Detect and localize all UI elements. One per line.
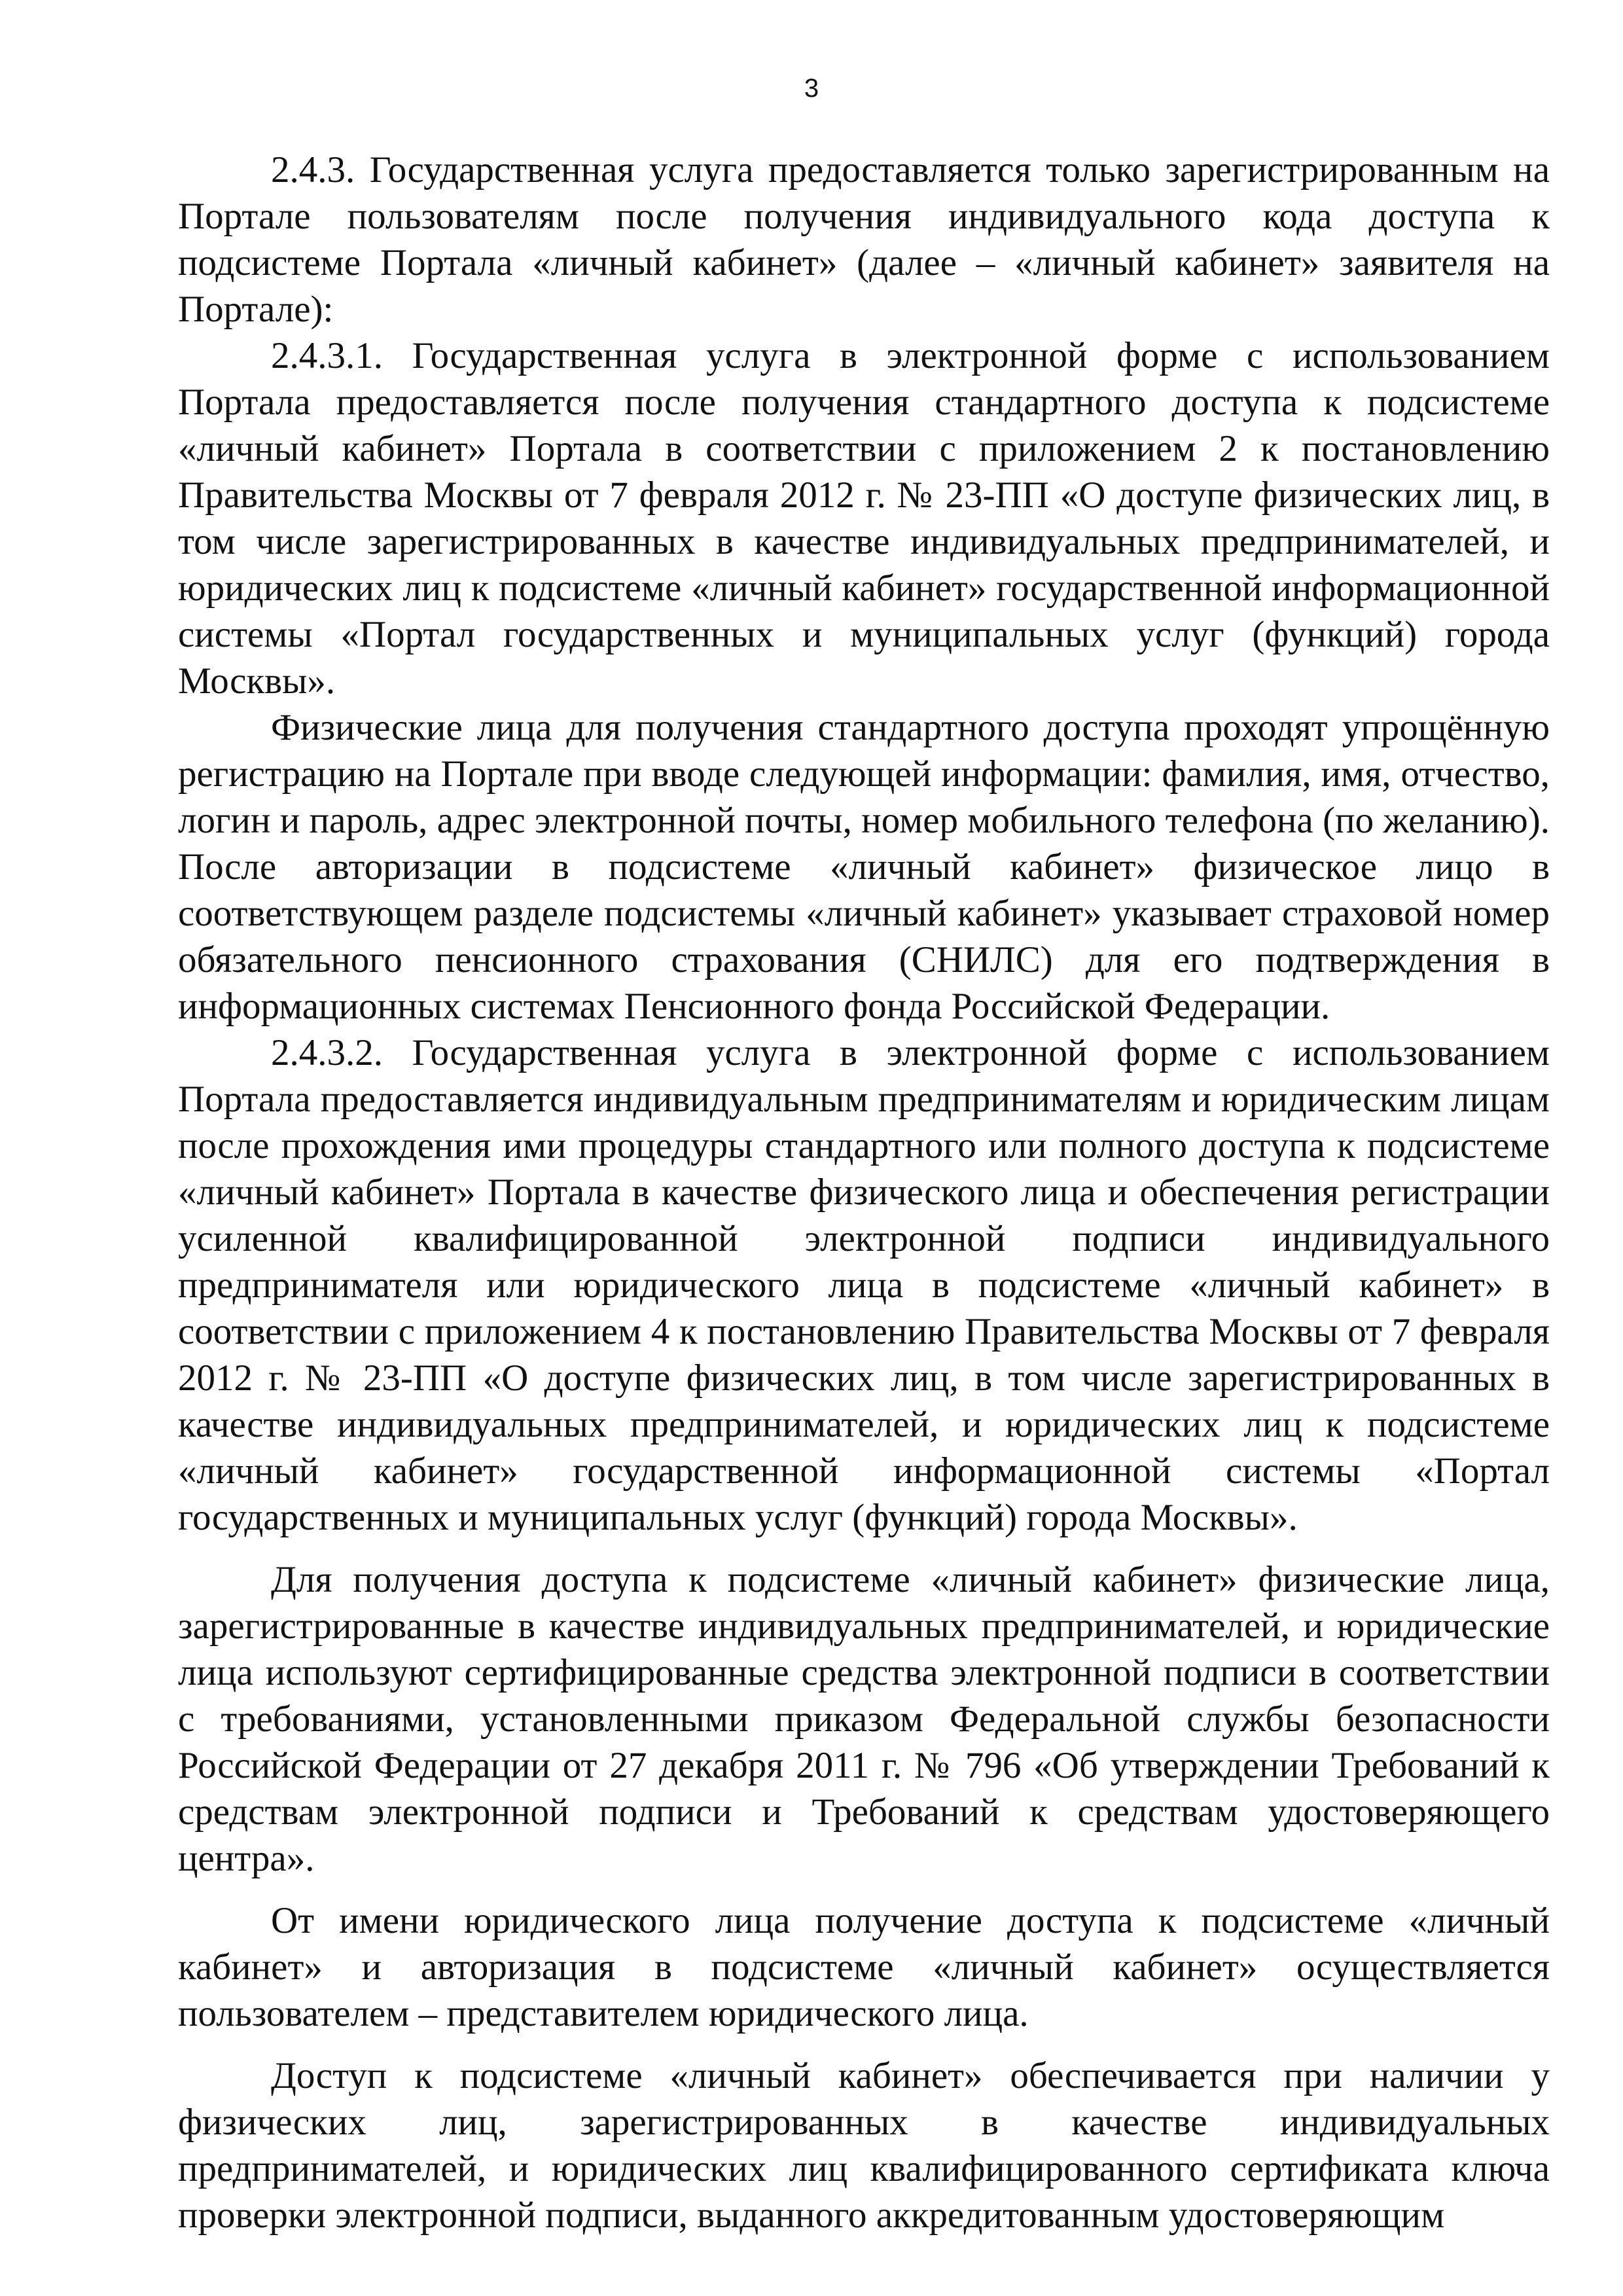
paragraph-certificate-access: Доступ к подсистеме «личный кабинет» обеспечивается при наличии у физических лиц, зарегистрированных в качестве индивидуальных предпринимателей, и юридических лиц квалифицированного сертификата ключа проверки электронной подписи, выданного аккредитованным удостоверяющим [178,2055,1550,2236]
paragraph-legal-entity-access: От имени юридического лица получение доступа к подсистеме «личный кабинет» и авторизация в подсистеме «личный кабинет» осуществляется пользователем – представителем юридического лица. [178,1900,1550,2034]
paragraph-signature-requirements: Для получения доступа к подсистеме «личный кабинет» физические лица, зарегистрированные в качестве индивидуальных предпринимателей, и юридические лица используют сертифицированные средства электронной подписи в соответствии с требованиями, установленными приказом Федеральной службы безопасности Российской Федерации от 27 декабря 2011 г. № 796 «Об утверждении Требований к средствам электронной подписи и Требований к средствам удостоверяющего центра». [178,1559,1550,1879]
paragraph-individual-registration: Физические лица для получения стандартного доступа проходят упрощённую регистрацию на Портале при вводе следующей информации: фамилия, имя, отчество, логин и пароль, адрес электронной почты, номер мобильного телефона (по желанию). После авторизации в подсистеме «личный кабинет» физическое лицо в соответствующем разделе подсистемы «личный кабинет» указывает страховой номер обязательного пенсионного страхования (СНИЛС) для его подтверждения в информационных системах Пенсионного фонда Российской Федерации. [178,707,1550,1027]
paragraph-2-4-3-2: 2.4.3.2. Государственная услуга в электронной форме с использованием Портала предоставляется индивидуальным предпринимателям и юридическим лицам после прохождения ими процедуры стандартного или полного доступа к подсистеме «личный кабинет» Портала в качестве физического лица и обеспечения регистрации усиленной квалифицированной электронной подписи индивидуального предпринимателя или юридического лица в подсистеме «личный кабинет» в соответствии с приложением 4 к постановлению Правительства Москвы от 7 февраля 2012 г. № 23-ПП «О доступе физических лиц, в том числе зарегистрированных в качестве индивидуальных предпринимателей, и юридических лиц к подсистеме «личный кабинет» государственной информационной системы «Портал государственных и муниципальных услуг (функций) города Москвы». [178,1032,1550,1538]
page-number: 3 [804,74,819,103]
document-body [178,147,1550,2238]
paragraph-2-4-3: 2.4.3. Государственная услуга предоставляется только зарегистрированным на Портале пользователям после получения индивидуального кода доступа к подсистеме Портала «личный кабинет» (далее – «личный кабинет» заявителя на Портале): [178,149,1550,330]
paragraph-2-4-3-1: 2.4.3.1. Государственная услуга в электронной форме с использованием Портала предоставляется после получения стандартного доступа к подсистеме «личный кабинет» Портала в соответствии с приложением 2 к постановлению Правительства Москвы от 7 февраля 2012 г. № 23-ПП «О доступе физических лиц, в том числе зарегистрированных в качестве индивидуальных предпринимателей, и юридических лиц к подсистеме «личный кабинет» государственной информационной системы «Портал государственных и муниципальных услуг (функций) города Москвы». [178,335,1550,702]
